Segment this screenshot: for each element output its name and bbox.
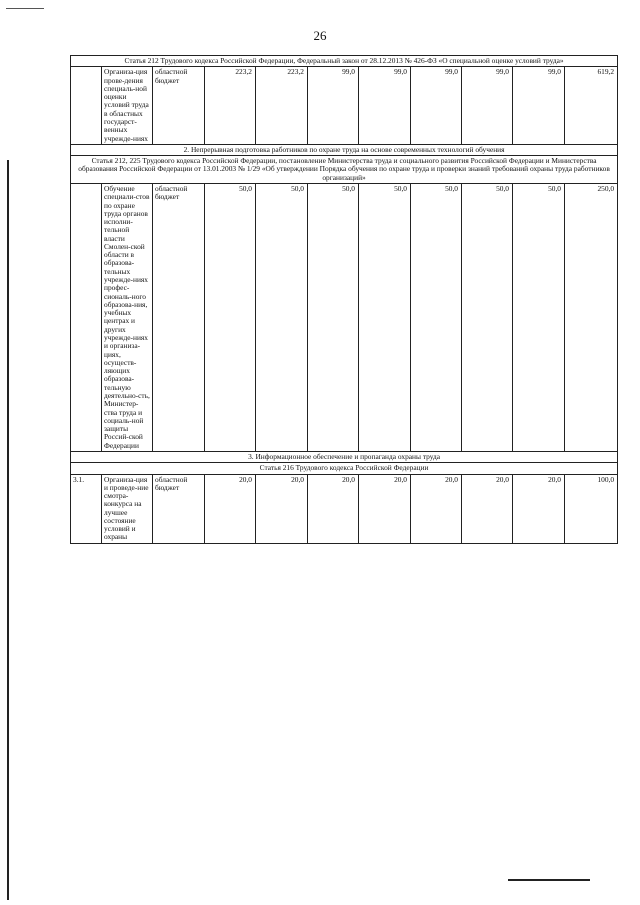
row-source: областной бюджет	[153, 67, 205, 145]
section-basis-row	[71, 56, 618, 67]
section-basis-row	[71, 463, 618, 474]
row-value: 20,0	[308, 474, 359, 543]
section-basis: Статья 212 Трудового кодекса Российской Федерации, Федеральный закон от 28.12.2013 № 426-ФЗ «О специальной оценке условий труда»	[71, 56, 618, 67]
table-row	[71, 67, 618, 145]
row-name: Организа-ция и проведе-ние смотра-конкурса на лучшее состояние условий и охраны	[102, 474, 153, 543]
row-value: 223,2	[205, 67, 256, 145]
section-basis: Статья 216 Трудового кодекса Российской Федерации	[71, 463, 618, 474]
row-source: областной бюджет	[153, 474, 205, 543]
scan-margin-bar	[7, 160, 9, 900]
bottom-rule	[508, 879, 590, 881]
row-value: 99,0	[513, 67, 565, 145]
row-value: 50,0	[308, 183, 359, 451]
section-title-row	[71, 144, 618, 155]
row-total: 100,0	[565, 474, 618, 543]
row-value: 50,0	[462, 183, 513, 451]
row-total: 250,0	[565, 183, 618, 451]
row-value: 20,0	[205, 474, 256, 543]
section-basis: Статья 212, 225 Трудового кодекса Российской Федерации, постановление Министерства труда и социального развития Российской Федерации и Министерства образования Российской Федерации от 13.01.2003 № 1/29 «Об утверждении Порядка обучения по охране труда и проверки знаний требований охраны труда работников организаций»	[71, 156, 618, 184]
row-number: 3.1.	[71, 474, 102, 543]
section-basis-row	[71, 156, 618, 184]
row-value: 50,0	[256, 183, 308, 451]
row-value: 99,0	[462, 67, 513, 145]
top-rule	[6, 8, 44, 9]
row-value: 20,0	[359, 474, 411, 543]
row-value: 20,0	[462, 474, 513, 543]
row-source: областной бюджет	[153, 183, 205, 451]
row-value: 20,0	[513, 474, 565, 543]
row-name: Обучение специали-стов по охране труда органов исполни-тельной власти Смолен-ской области в образова-тельных учрежде-ниях профес-сиональ-ного образова-ния, учебных центрах и других учрежде-ниях и организа-циях, осуществ-ляющих образова-тельную деятельно-сть, Министер-ства труда и социаль-ной защиты Россий-ской Федерации	[102, 183, 153, 451]
section-title: 2. Непрерывная подготовка работников по охране труда на основе современных технологий обучения	[71, 144, 618, 155]
table-row	[71, 183, 618, 451]
row-value: 99,0	[308, 67, 359, 145]
row-value: 223,2	[256, 67, 308, 145]
section-title-row	[71, 451, 618, 462]
row-value: 99,0	[411, 67, 462, 145]
row-number	[71, 183, 102, 451]
row-value: 50,0	[513, 183, 565, 451]
row-value: 50,0	[205, 183, 256, 451]
row-value: 20,0	[411, 474, 462, 543]
page-number: 26	[313, 28, 327, 43]
row-number	[71, 67, 102, 145]
row-name: Организа-ция прове-дения специаль-ной оценки условий труда в областных государст-венных учрежде-ниях	[102, 67, 153, 145]
row-value: 20,0	[256, 474, 308, 543]
row-total: 619,2	[565, 67, 618, 145]
row-value: 50,0	[411, 183, 462, 451]
section-title: 3. Информационное обеспечение и пропаганда охраны труда	[71, 451, 618, 462]
program-table	[70, 55, 618, 544]
table-row	[71, 474, 618, 543]
row-value: 99,0	[359, 67, 411, 145]
row-value: 50,0	[359, 183, 411, 451]
